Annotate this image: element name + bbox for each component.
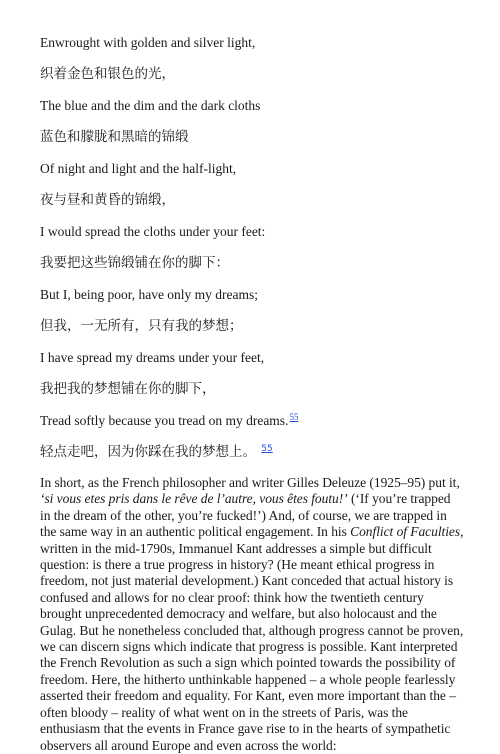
- poem-block: [40, 0, 464, 461]
- poem-line-zh: 夜与昼和黄昏的锦缎，: [40, 192, 175, 208]
- poem-line-en: I would spread the cloths under your feet:: [40, 224, 266, 239]
- poem-line-text: 轻点走吧，因为你踩在我的梦想上。: [40, 444, 256, 460]
- poem-line-en: Enwrought with golden and silver light,: [40, 35, 256, 50]
- poem-line-zh: 但我，一无所有，只有我的梦想；: [40, 318, 243, 334]
- paragraph-text: (‘If you’re trapped in the dream of the other, you’re fucked!’) And, of course, we are trapped in the same way in an authentic political engagement. In his: [40, 491, 451, 540]
- poem-line-zh: 蓝色和朦胧和黑暗的锦缎: [40, 129, 189, 145]
- poem-line-en: But I, being poor, have only my dreams;: [40, 287, 259, 302]
- footnote-link[interactable]: 55: [261, 443, 273, 454]
- book-title: Conflict of Faculties: [350, 524, 461, 540]
- paragraph-text: , written in the mid-1790s, Immanuel Kant addresses a simple but difficult question: is there a true progress in history? (He meant ethical progress in freedom, not just material development.) Kant conceded that actual history is confused and allows for no clear proof: think how the twentieth century brought unprecedented democracy and welfare, but also holocaust and the Gulag. But he nonetheless concluded that, although progress cannot be proven, we can discern signs which indicate that progress is possible. Kant interpreted the French Revolution as such a sign which pointed towards the possibility of freedom. Here, the hitherto unthinkable happened – a whole people fearlessly asserted their freedom and equality. For Kant, even more important than the – often bloody – reality of what went on in the streets of Paris, was the enthusiasm that the events in France gave rise to in the hearts of sympathetic observers all around Europe and even across the world:: [40, 524, 464, 753]
- poem-line-zh: [40, 443, 464, 461]
- paragraph-text: In short, as the French philosopher and writer Gilles Deleuze (1925–95) put it,: [40, 475, 460, 490]
- footnote-link[interactable]: 55: [289, 411, 299, 422]
- body-paragraph: [40, 475, 464, 754]
- poem-line-zh: 织着金色和银色的光，: [40, 66, 175, 82]
- poem-line-zh: 我把我的梦想铺在你的脚下，: [40, 381, 216, 397]
- poem-line-en: I have spread my dreams under your feet,: [40, 350, 265, 365]
- poem-line-zh: 我要把这些锦缎铺在你的脚下：: [40, 255, 229, 271]
- french-quote: ‘si vous etes pris dans le rêve de l’autre, vous êtes foutu!’: [40, 491, 348, 507]
- poem-line-en: The blue and the dim and the dark cloths: [40, 98, 261, 113]
- poem-line-text: Tread softly because you tread on my dreams.: [40, 413, 289, 428]
- poem-line-en: Of night and light and the half-light,: [40, 161, 237, 176]
- poem-line-en: [40, 412, 464, 430]
